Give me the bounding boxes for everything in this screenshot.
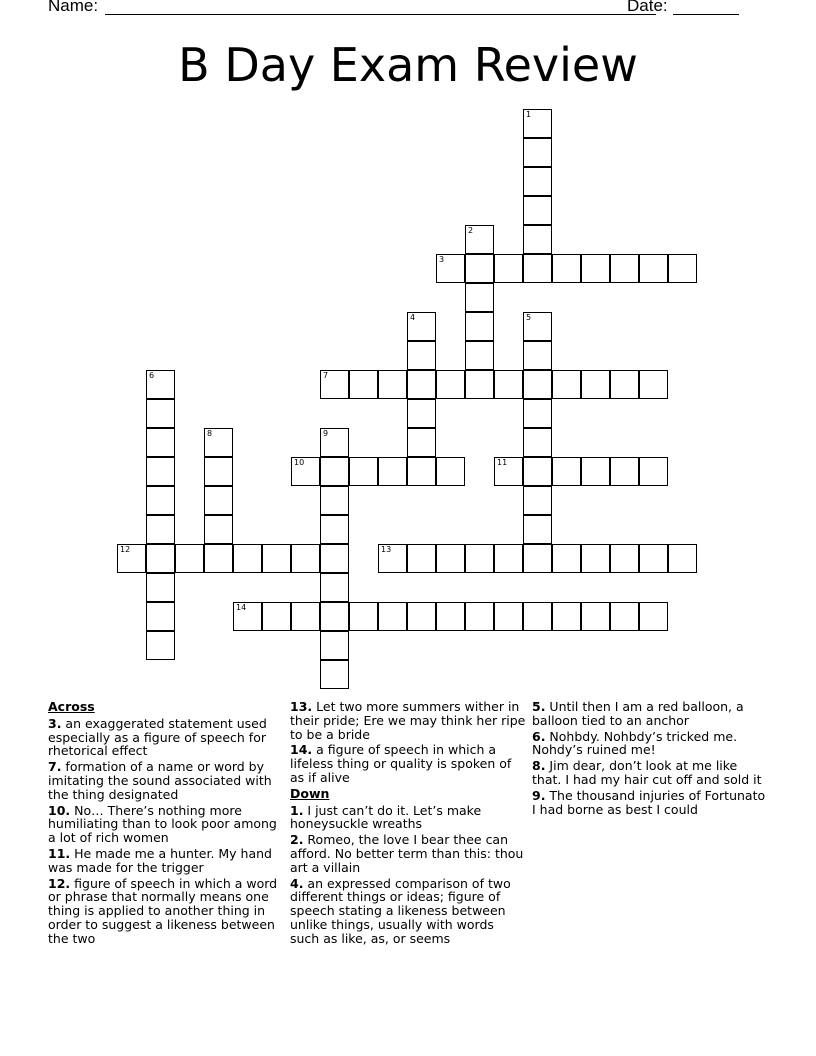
clue-text: formation of a name or word by imitating the sound associated with the thing designated: [48, 759, 272, 802]
crossword-cell[interactable]: [320, 602, 349, 631]
date-label: Date:: [627, 0, 668, 15]
crossword-cell[interactable]: [378, 544, 407, 573]
clue-number: 3.: [48, 715, 62, 731]
crossword-cell[interactable]: [523, 167, 552, 196]
crossword-cell[interactable]: [436, 254, 465, 283]
crossword-cell[interactable]: [610, 457, 639, 486]
clue-number-label: 13: [381, 545, 392, 554]
crossword-cell[interactable]: [523, 341, 552, 370]
crossword-cell[interactable]: [204, 428, 233, 457]
crossword-cell[interactable]: [581, 370, 610, 399]
crossword-cell[interactable]: [523, 544, 552, 573]
crossword-cell[interactable]: [349, 602, 378, 631]
crossword-cell[interactable]: [639, 254, 668, 283]
crossword-cell[interactable]: [523, 515, 552, 544]
crossword-cell[interactable]: [378, 457, 407, 486]
crossword-cell[interactable]: [581, 254, 610, 283]
clue-text: Jim dear, don’t look at me like that. I had my hair cut off and sold it: [532, 758, 762, 787]
clue-number: 9.: [532, 787, 546, 803]
clue-number: 13.: [290, 699, 313, 714]
clue-text: figure of speech in which a word or phrase that normally means one thing is applied to another thing in order to suggest a likeness between the two: [48, 875, 278, 946]
crossword-cell[interactable]: [465, 225, 494, 254]
crossword-cell[interactable]: [349, 370, 378, 399]
crossword-cell[interactable]: [407, 399, 436, 428]
crossword-cell[interactable]: [581, 602, 610, 631]
clue-text: I just can’t do it. Let’s make honeysuckle wreaths: [290, 802, 482, 832]
clue-number: 6.: [532, 728, 546, 744]
crossword-cell[interactable]: [146, 544, 175, 573]
crossword-cell[interactable]: [552, 544, 581, 573]
clue-number-label: 11: [497, 458, 508, 467]
crossword-cell[interactable]: [320, 573, 349, 602]
across-clue: [48, 760, 284, 801]
clues-column-2: [290, 700, 526, 948]
crossword-cell[interactable]: [146, 399, 175, 428]
across-clue: [48, 847, 284, 875]
clue-number: 5.: [532, 699, 546, 714]
crossword-cell[interactable]: [639, 602, 668, 631]
crossword-cell[interactable]: [291, 602, 320, 631]
crossword-cell[interactable]: [320, 544, 349, 573]
crossword-cell[interactable]: [523, 138, 552, 167]
down-clue: [290, 804, 526, 832]
clue-number-label: 2: [468, 226, 474, 235]
crossword-cell[interactable]: [320, 631, 349, 660]
crossword-cell[interactable]: [610, 254, 639, 283]
crossword-cell[interactable]: [668, 544, 697, 573]
crossword-cell[interactable]: [523, 486, 552, 515]
clue-text: The thousand injuries of Fortunato I had borne as best I could: [532, 787, 766, 817]
clue-text: He made me a hunter. My hand was made for the trigger: [48, 845, 272, 875]
down-clue: [532, 730, 768, 758]
crossword-cell[interactable]: [465, 544, 494, 573]
clue-number: 11.: [48, 845, 71, 861]
crossword-cell[interactable]: [523, 109, 552, 138]
crossword-cell[interactable]: [320, 515, 349, 544]
crossword-cell[interactable]: [407, 602, 436, 631]
crossword-cell[interactable]: [146, 631, 175, 660]
crossword-cell[interactable]: [523, 399, 552, 428]
crossword-cell[interactable]: [204, 457, 233, 486]
crossword-cell[interactable]: [581, 457, 610, 486]
clue-number-label: 10: [294, 458, 305, 467]
crossword-cell[interactable]: [610, 544, 639, 573]
clue-number: 1.: [290, 802, 304, 818]
clue-number-label: 14: [236, 603, 247, 612]
crossword-cell[interactable]: [378, 370, 407, 399]
crossword-cell[interactable]: [204, 486, 233, 515]
crossword-cell[interactable]: [465, 370, 494, 399]
down-clue: [532, 789, 768, 817]
clue-number-label: 7: [323, 371, 329, 380]
crossword-cell[interactable]: [320, 660, 349, 689]
crossword-cell[interactable]: [407, 544, 436, 573]
crossword-cell[interactable]: [639, 457, 668, 486]
crossword-cell[interactable]: [233, 602, 262, 631]
crossword-cell[interactable]: [436, 457, 465, 486]
clue-text: a figure of speech in which a lifeless thing or quality is spoken of as if alive: [290, 742, 512, 785]
clue-number: 8.: [532, 758, 546, 774]
crossword-cell[interactable]: [146, 515, 175, 544]
across-clue: [48, 717, 284, 758]
crossword-cell[interactable]: [349, 457, 378, 486]
clue-text: an exaggerated statement used especially as a figure of speech for rhetorical effect: [48, 715, 267, 759]
crossword-cell[interactable]: [465, 341, 494, 370]
clue-number-label: 3: [439, 255, 445, 264]
crossword-cell[interactable]: [465, 283, 494, 312]
crossword-cell[interactable]: [204, 544, 233, 573]
name-label: Name:: [48, 0, 99, 15]
clues-column-1: [48, 700, 284, 948]
crossword-cell[interactable]: [581, 544, 610, 573]
crossword-cell[interactable]: [465, 312, 494, 341]
crossword-cell[interactable]: [320, 428, 349, 457]
clue-number-label: 9: [323, 429, 329, 438]
crossword-cell[interactable]: [465, 254, 494, 283]
clue-number: 2.: [290, 832, 304, 848]
crossword-cell[interactable]: [523, 312, 552, 341]
crossword-cell[interactable]: [407, 428, 436, 457]
crossword-cell[interactable]: [523, 602, 552, 631]
crossword-cell[interactable]: [378, 602, 407, 631]
crossword-cell[interactable]: [320, 457, 349, 486]
crossword-cell[interactable]: [291, 544, 320, 573]
crossword-cell[interactable]: [262, 602, 291, 631]
crossword-cell[interactable]: [320, 486, 349, 515]
down-clue: [290, 833, 526, 874]
crossword-cell[interactable]: [523, 428, 552, 457]
down-clue: [290, 877, 526, 946]
crossword-cell[interactable]: [494, 602, 523, 631]
crossword-cell[interactable]: [610, 602, 639, 631]
crossword-cell[interactable]: [204, 515, 233, 544]
clue-number-label: 8: [207, 429, 213, 438]
clue-number: 14.: [290, 742, 313, 758]
crossword-cell[interactable]: [494, 544, 523, 573]
crossword-cell[interactable]: [407, 312, 436, 341]
crossword-cell[interactable]: [639, 370, 668, 399]
down-clue: [532, 700, 768, 728]
clue-number: 12.: [48, 875, 71, 891]
clue-text: an expressed comparison of two different things or ideas; figure of speech stating a likeness between unlike things, usually with words such as like, as, or seems: [290, 875, 511, 946]
clues-column-3: [532, 700, 768, 818]
across-clue: [290, 743, 526, 784]
crossword-cell[interactable]: [552, 254, 581, 283]
clue-number-label: 1: [526, 110, 532, 119]
down-heading: Down: [290, 785, 330, 801]
clue-number: 10.: [48, 802, 71, 818]
down-clue: [532, 759, 768, 787]
crossword-cell[interactable]: [523, 196, 552, 225]
crossword-cell[interactable]: [494, 457, 523, 486]
crossword-cell[interactable]: [639, 544, 668, 573]
crossword-cell[interactable]: [291, 457, 320, 486]
across-clue: [48, 804, 284, 845]
crossword-cell[interactable]: [262, 544, 291, 573]
crossword-cell[interactable]: [146, 602, 175, 631]
crossword-cell[interactable]: [668, 254, 697, 283]
clue-text: Romeo, the love I bear thee can afford. No better term than this: thou art a villain: [290, 832, 524, 875]
crossword-cell[interactable]: [407, 370, 436, 399]
crossword-cell[interactable]: [117, 544, 146, 573]
crossword-cell[interactable]: [494, 370, 523, 399]
crossword-cell[interactable]: [552, 602, 581, 631]
crossword-cell[interactable]: [523, 457, 552, 486]
crossword-cell[interactable]: [146, 573, 175, 602]
crossword-cell[interactable]: [146, 428, 175, 457]
crossword-cell[interactable]: [523, 370, 552, 399]
crossword-cell[interactable]: [436, 602, 465, 631]
clue-number: 7.: [48, 759, 62, 775]
crossword-cell[interactable]: [146, 370, 175, 399]
clue-text: No… There’s nothing more humiliating than to look poor among a lot of rich women: [48, 802, 277, 846]
clue-number-label: 4: [410, 313, 416, 322]
page-title: B Day Exam Review: [178, 38, 638, 92]
crossword-cell[interactable]: [407, 457, 436, 486]
crossword-cell[interactable]: [610, 370, 639, 399]
clue-text: Nohbdy. Nohbdy’s tricked me. Nohdy’s ruined me!: [532, 728, 738, 758]
clue-number: 4.: [290, 875, 304, 891]
clue-text: Until then I am a red balloon, a balloon tied to an anchor: [532, 699, 744, 728]
crossword-cell[interactable]: [407, 341, 436, 370]
across-heading: Across: [48, 699, 95, 714]
crossword-cell[interactable]: [523, 225, 552, 254]
crossword-cell[interactable]: [436, 544, 465, 573]
crossword-cell[interactable]: [436, 370, 465, 399]
crossword-cell[interactable]: [175, 544, 204, 573]
crossword-cell[interactable]: [233, 544, 262, 573]
clue-number-label: 12: [120, 545, 131, 554]
across-clue: [290, 700, 526, 741]
clue-text: Let two more summers wither in their pride; Ere we may think her ripe to be a bride: [290, 699, 526, 742]
crossword-cell[interactable]: [146, 457, 175, 486]
crossword-cell[interactable]: [494, 254, 523, 283]
across-clue: [48, 877, 284, 946]
crossword-cell[interactable]: [465, 602, 494, 631]
crossword-cell[interactable]: [146, 486, 175, 515]
clue-number-label: 6: [149, 371, 155, 380]
crossword-cell[interactable]: [523, 254, 552, 283]
crossword-cell[interactable]: [320, 370, 349, 399]
crossword-cell[interactable]: [552, 370, 581, 399]
crossword-cell[interactable]: [552, 457, 581, 486]
clue-number-label: 5: [526, 313, 532, 322]
